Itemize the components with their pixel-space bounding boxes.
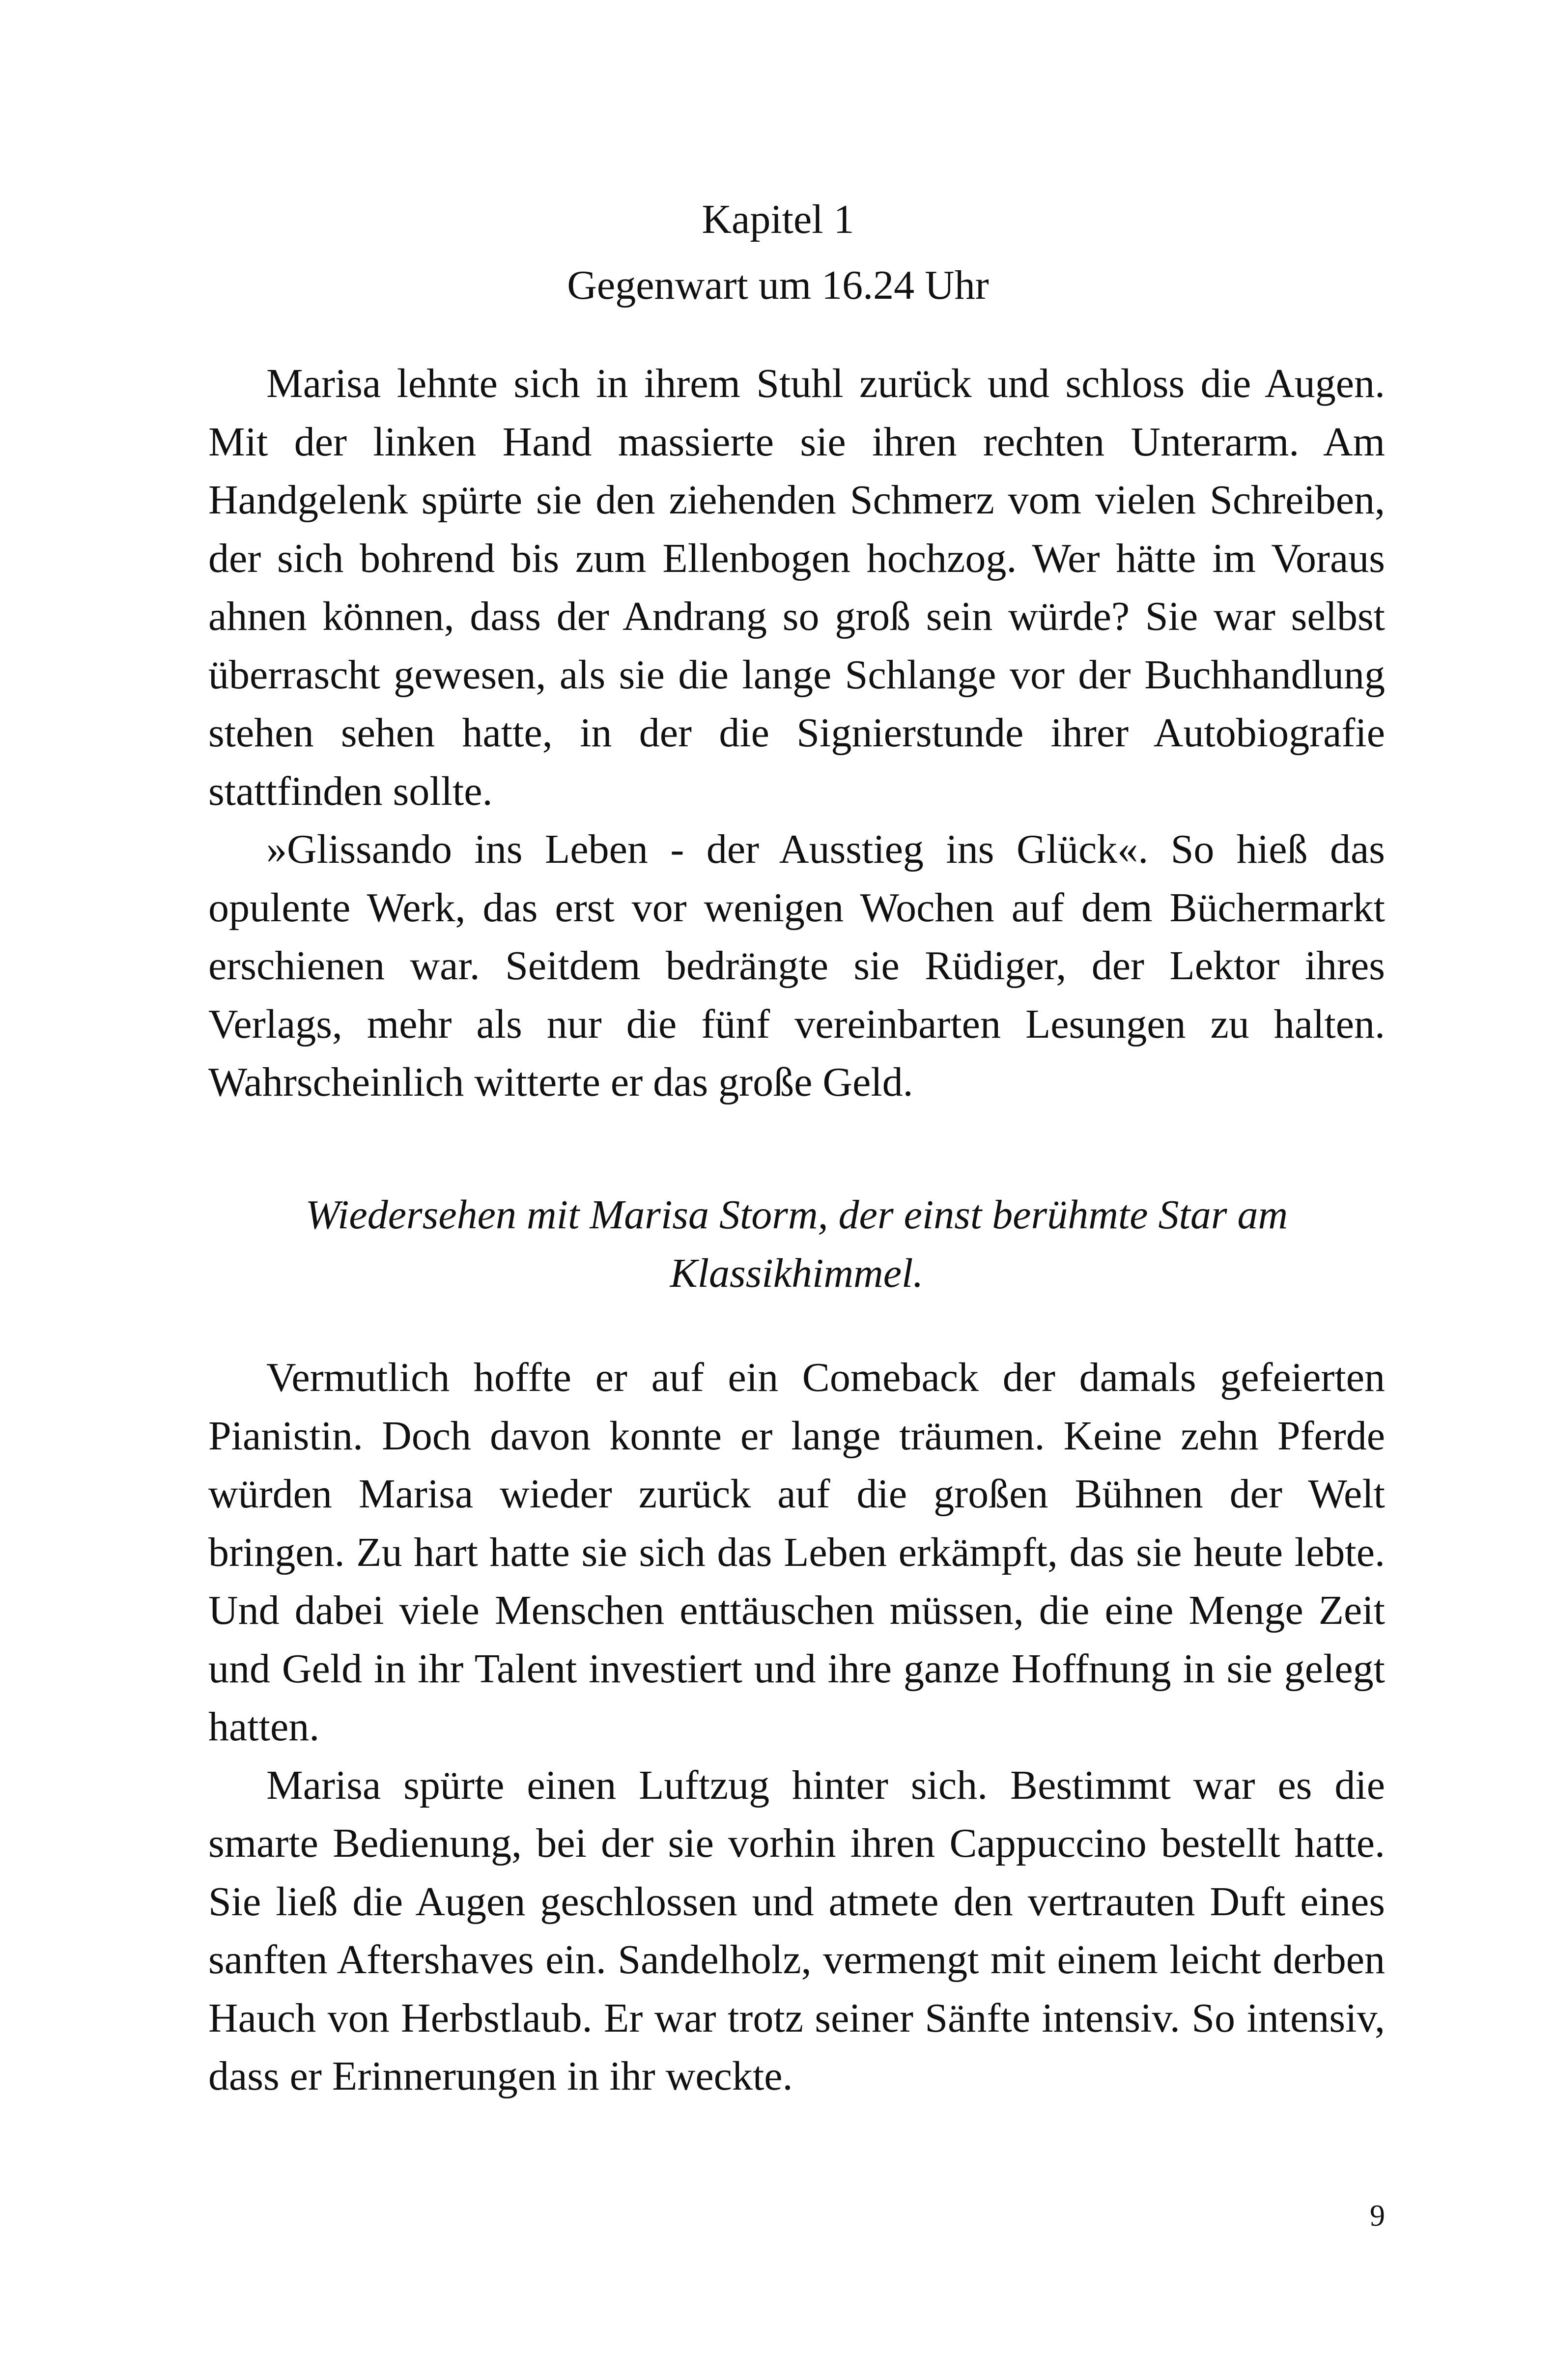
paragraph: »Glissando ins Leben - der Ausstieg ins Glück«. So hieß das opulente Werk, das erst vor wenigen Wochen auf dem Büchermarkt erschienen war. Seitdem bedrängte sie Rüdiger, der Lektor ihres Verlags, mehr als nur die fünf vereinbarten Lesungen zu halten. Wahrscheinlich witterte er das große Geld.: [208, 826, 1385, 1105]
epigraph: Wiedersehen mit Marisa Storm, der einst berühmte Star am Klassikhimmel.: [305, 1192, 1288, 1296]
paragraph: Marisa spürte einen Luftzug hinter sich. Bestimmt war es die smarte Bedienung, bei der sie vorhin ihren Cappuccino bestellt hatte. Sie ließ die Augen geschlossen und atmete den vertrauten Duft eines sanften Aftershaves ein. Sandelholz, vermengt mit einem leicht derben Hauch von Herbstlaub. Er war trotz seiner Sänfte intensiv. So intensiv, dass er Erinnerungen in ihr weckte.: [208, 1762, 1385, 2099]
paragraph: Marisa lehnte sich in ihrem Stuhl zurück und schloss die Augen. Mit der linken Hand massierte sie ihren rechten Unterarm. Am Handgelenk spürte sie den ziehenden Schmerz vom vielen Schreiben, der sich bohrend bis zum Ellenbogen hochzog. Wer hätte im Voraus ahnen können, dass der Andrang so groß sein würde? Sie war selbst überrascht gewesen, als sie die lange Schlange vor der Buchhandlung stehen sehen hatte, in der die Signierstunde ihrer Autobiografie stattfinden sollte.: [208, 361, 1385, 814]
body-text-section-2: [208, 1349, 1385, 2106]
chapter-heading: [0, 187, 1556, 318]
paragraph: Vermutlich hoffte er auf ein Comeback der damals gefeierten Pianistin. Doch davon konnte er lange träumen. Keine zehn Pferde würden Marisa wieder zurück auf die großen Bühnen der Welt bringen. Zu hart hatte sie sich das Leben erkämpft, das sie heute lebte. Und dabei viele Menschen enttäuschen müssen, die eine Menge Zeit und Geld in ihr Talent investiert und ihre ganze Hoffnung in sie gelegt hatten.: [208, 1355, 1385, 1750]
page-number: 9: [1370, 2199, 1385, 2233]
chapter-subtitle: Gegenwart um 16.24 Uhr: [567, 262, 989, 308]
chapter-label: Kapitel 1: [702, 197, 854, 242]
body-text-section-1: [208, 355, 1385, 1112]
